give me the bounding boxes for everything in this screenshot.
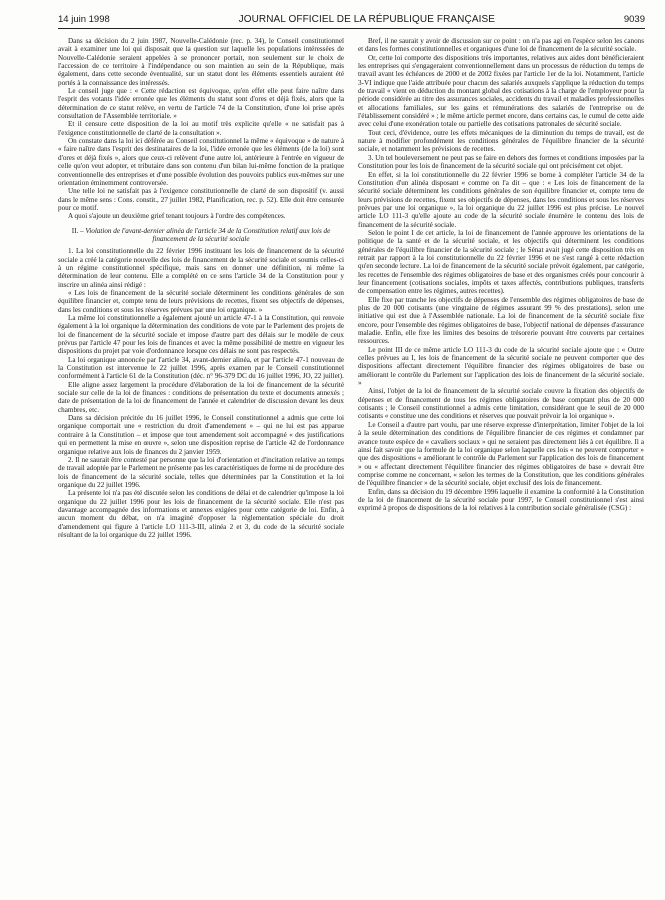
paragraph: Bref, il ne saurait y avoir de discussion sur ce point : on n'a pas agi en l'espèce selon les canons et dans les formes constitutionnelles et organiques d'une loi de financement de la sécurité sociale.: [358, 37, 644, 54]
paragraph: Et il censure cette disposition de la loi au motif très explicite qu'elle « ne satisfait pas à l'exigence constitutionnelle de clarté de la consultation ».: [58, 120, 344, 137]
paragraph: Ainsi, l'objet de la loi de financement de la sécurité sociale couvre la fixation des objectifs de dépenses et de financement de tous les régimes obligatoires de base comptant plus de 20 000 cotisants ; le Conseil constitutionnel a admis cette limitation, considérant que le seuil de 20 000 cotisants « constitue une des conditions et réserves que pouvait prévoir la loi organique ».: [358, 387, 644, 421]
section-heading: [68, 227, 334, 244]
paragraph: Le Conseil a d'autre part voulu, par une réserve expresse d'interprétation, limiter l'objet de la loi à la seule détermination des conditions de l'équilibre financier de ces régimes et condamner par avance toute espèce de « cavaliers sociaux » qui ne seraient pas directement liés à cet équilibre. Il a ainsi fait savoir que la formule de la loi organique selon laquelle ces lois « ne peuvent comporter » que des dispositions « améliorant le contrôle du Parlement sur l'application des lois de financement » ou « affectant directement l'équilibre financier des régimes obligatoires de base » devrait être comprise comme ne concernant, « selon les termes de la Constitution, que les conditions générales de l'équilibre financier » de la sécurité sociale, objet exclusif des lois de financement.: [358, 420, 644, 488]
paragraph: Dans sa décision du 2 juin 1987, Nouvelle-Calédonie (rec. p. 34), le Conseil constitutionnel avait à examiner une loi qui disposait que la question sur laquelle les populations intéressées de Nouvelle-Calédonie seraient appelées à se prononcer portait, non seulement sur le choix de l'accession de ce territoire à l'indépendance ou son maintien au sein de la République, mais également, dans cette seconde éventualité, sur un statut dont les éléments essentiels auraient été portés à la connaissance des intéressés.: [58, 37, 344, 87]
two-column-body: [58, 37, 645, 539]
paragraph: Elle fixe par tranche les objectifs de dépenses de l'ensemble des régimes obligatoires de base de plus de 20 000 cotisants (une vingtaine de régimes assurant 99 % des prestations), selon une initiative qui est due à l'Assemblée nationale. La loi de financement de la sécurité sociale fixe encore, pour l'ensemble des régimes obligatoires de base, l'objectif national de dépenses d'assurance maladie. Enfin, elle fixe les limites des besoins de trésorerie pouvant être couverts par certaines ressources.: [358, 295, 644, 346]
paragraph: La présente loi n'a pas été discutée selon les conditions de délai et de calendrier qu'impose la loi organique du 22 juillet 1996 pour les lois de financement de la sécurité sociale. Elle n'est pas davantage accompagnée des informations et annexes exigées pour cette catégorie de loi. Enfin, à aucun moment du débat, on n'a imaginé d'opposer la réglementation spéciale du droit d'amendement qui figure à l'article LO 111-3-III, alinéa 2 et 3, du code de la sécurité sociale résultant de la loi organique du 22 juillet 1996.: [58, 489, 344, 539]
paragraph: 2. Il ne saurait être contesté par personne que la loi d'orientation et d'incitation relative au temps de travail adoptée par le Parlement ne présente pas les caractéristiques de forme ni de procédure des lois de financement de la sécurité sociale, telles que déterminées par la Constitution et la loi organique du 22 juillet 1996.: [58, 455, 344, 489]
paragraph: Elle aligne assez largement la procédure d'élaboration de la loi de financement de la sécurité sociale sur celle de la loi de finances : conditions de présentation du texte et documents annexés ; date de présentation de la loi de financement de l'année et calendrier de discussion devant les deux chambres, etc.: [58, 380, 344, 414]
paragraph: Or, cette loi comporte des dispositions très importantes, relatives aux aides dont bénéficieraient les entreprises qui s'engageraient conventionnellement dans un processus de réduction du temps de travail avant les échéances de 2000 et de 2002 fixées par l'article 1er de la loi. Notamment, l'article 3-VI indique que l'aide attribuée pour chacun des salariés auxquels s'applique la réduction du temps de travail « vient en déduction du montant global des cotisations à la charge de l'employeur pour la période considérée au titre des assurances sociales, accidents du travail et maladies professionnelles et allocations familiales, sur les gains et rémunérations des salariés de l'entreprise ou de l'établissement considéré » ; le même article permet encore, dans certains cas, le cumul de cette aide avec celui d'une exonération totale ou partielle des cotisations patronales de sécurité sociale.: [358, 53, 644, 129]
paragraph: 3. Un tel bouleversement ne peut pas se faire en dehors des formes et conditions imposées par la Constitution pour les lois de financement de la sécurité sociale qui ont précisément cet objet.: [358, 153, 644, 171]
journal-title: JOURNAL OFFICIEL DE LA RÉPUBLIQUE FRANÇAISE: [238, 14, 496, 25]
right-column: [358, 37, 644, 539]
paragraph: Le point III de ce même article LO 111-3 du code de la sécurité sociale ajoute que : « Outre celles prévues au I, les lois de financement de la sécurité sociale ne peuvent comporter que des dispositions affectant directement l'équilibre financier des régimes obligatoires de base ou améliorant le contrôle du Parlement sur l'application des lois de financement de la sécurité sociale. »: [358, 345, 644, 388]
paragraph: Le conseil juge que : « Cette rédaction est équivoque, qu'en effet elle peut faire naître dans l'esprit des votants l'idée erronée que les éléments du statut sont d'ores et déjà fixés, alors que la détermination de ce statut relève, en vertu de l'article 74 de la Constitution, d'une loi prise après consultation de l'Assemblée territoriale. »: [58, 87, 344, 121]
paragraph: La loi organique annoncée par l'article 34, avant-dernier alinéa, et par l'article 47-1 nouveau de la Constitution est intervenue le 22 juillet 1996, après examen par le Conseil constitutionnel conformément à l'article 61 de la Constitution (déc. n° 96-379 DC du 16 juillet 1996, JO, 22 juillet).: [58, 355, 344, 381]
paragraph: A quoi s'ajoute un deuxième grief tenant toujours à l'ordre des compétences.: [68, 212, 286, 221]
paragraph: Une telle loi ne satisfait pas à l'exigence constitutionnelle de clarté de son dispositif (v. aussi dans le même sens : Cons. constit., 27 juillet 1982, Planification, rec. p. 52). Elle doit être censurée pour ce motif.: [58, 187, 344, 212]
paragraph: Enfin, dans sa décision du 19 décembre 1996 laquelle il examine la conformité à la Constitution de la loi de financement de la sécurité sociale pour 1997, le Conseil constitutionnel s'est ainsi exprimé à propos de dispositions de la loi relatives à la contribution sociale généralisée (CSG) :: [358, 487, 644, 513]
left-column: [58, 37, 344, 539]
header-date: 14 juin 1998: [58, 14, 110, 25]
paragraph: 1. La loi constitutionnelle du 22 février 1996 instituant les lois de financement de la sécurité sociale a créé la catégorie nouvelle des lois de financement de la sécurité sociale et soumis celles-ci à un régime constitutionnel spécifique, mais sans en donner une définition, ni même la détermination de leur contenu. Elle a complété en ce sens l'article 34 de la Constitution pour y inscrire un alinéa ainsi rédigé :: [58, 247, 344, 289]
section-title-text: – Violation de l'avant-dernier alinéa de l'article 34 de la Constitution relatif aux lois de financement de la sécurité sociale: [80, 226, 331, 243]
page-number: 9039: [623, 14, 645, 25]
paragraph: Selon le point I de cet article, la loi de financement de l'année approuve les orientations de la politique de la santé et de la sécurité sociale, et les objectifs qui déterminent les conditions générales de l'équilibre financier de la sécurité sociale ; le Sénat avait jugé cette disposition très en retrait par rapport à la loi constitutionnelle du 22 février 1996 et ne s'est rangé à cette rédaction qu'en seconde lecture. La loi de financement de la sécurité sociale prévoit également, par catégorie, les recettes de l'ensemble des régimes obligatoires de base et des organismes créés pour concourir à leur financement (cotisations sociales, impôts et taxes affectés, contributions publiques, transferts de compensation entre les régimes, autres recettes).: [358, 228, 644, 296]
section-number: II.: [71, 226, 79, 235]
paragraph: Tout ceci, d'évidence, outre les effets mécaniques de la diminution du temps de travail, est de nature à modifier profondément les conditions générales de l'équilibre financier de la sécurité sociale, et notamment les prévisions de recettes.: [358, 128, 644, 154]
paragraph: En effet, si la loi constitutionnelle du 22 février 1996 se borne à compléter l'article 34 de la Constitution d'un alinéa disposant « comme on l'a dit – que : « Les lois de financement de la sécurité sociale déterminent les conditions générales de son équilibre financier et, compte tenu de leurs prévisions de recettes, fixent ses objectifs de dépenses, dans les conditions et sous les réserves prévues par une loi organique », la loi organique du 22 juillet 1996 est plus précise. Le nouvel article LO 111-3 qu'elle ajoute au code de la sécurité sociale énumère le contenu des lois de financement de la sécurité sociale.: [358, 170, 644, 229]
paragraph: La même loi constitutionnelle a également ajouté un article 47-1 à la Constitution, qui renvoie également à la loi organique la détermination des conditions de vote par le Parlement des projets de loi de financement de la sécurité sociale et impose d'autre part des délais sur le modèle de ceux prévus par l'article 47 pour les lois de finances et avec la même possibilité de mettre en vigueur les dispositions du projet par voie d'ordonnance lorsque ces délais ne sont pas respectés.: [58, 314, 344, 356]
page-header: [58, 14, 645, 29]
paragraph: Dans sa décision précitée du 16 juillet 1996, le Conseil constitutionnel a admis que cette loi organique comportait une « restriction du droit d'amendement » – qui ne lui est pas apparue contraire à la Constitution – et impose que tout amendement soit accompagné « des justifications qui en permettent la mise en œuvre », selon une disposition reprise de l'article 42 de l'ordonnance organique relative aux lois de finances du 2 janvier 1959.: [58, 414, 344, 456]
paragraph: On constate dans la loi ici déférée au Conseil constitutionnel la même « équivoque » de nature à « faire naître dans l'esprit des destinataires de la loi, l'idée erronée que les éléments (de la loi) sont d'ores et déjà fixés », alors que ceux-ci relèvent d'une autre loi, antérieure à l'entrée en vigueur de celle qu'on veut adopter, et tributaire dans son contenu d'un bilan lui-même fonction de la pratique conventionnelle des entreprises et d'une possible évolution des pouvoirs publics eux-mêmes sur une orientation éminemment controversée.: [58, 137, 344, 187]
quoted-paragraph: « Les lois de financement de la sécurité sociale déterminent les conditions générales de son équilibre financier et, compte tenu de leurs prévisions de recettes, fixent ses objectifs de dépenses, dans les conditions et sous les réserves prévues par une loi organique. »: [58, 288, 344, 314]
